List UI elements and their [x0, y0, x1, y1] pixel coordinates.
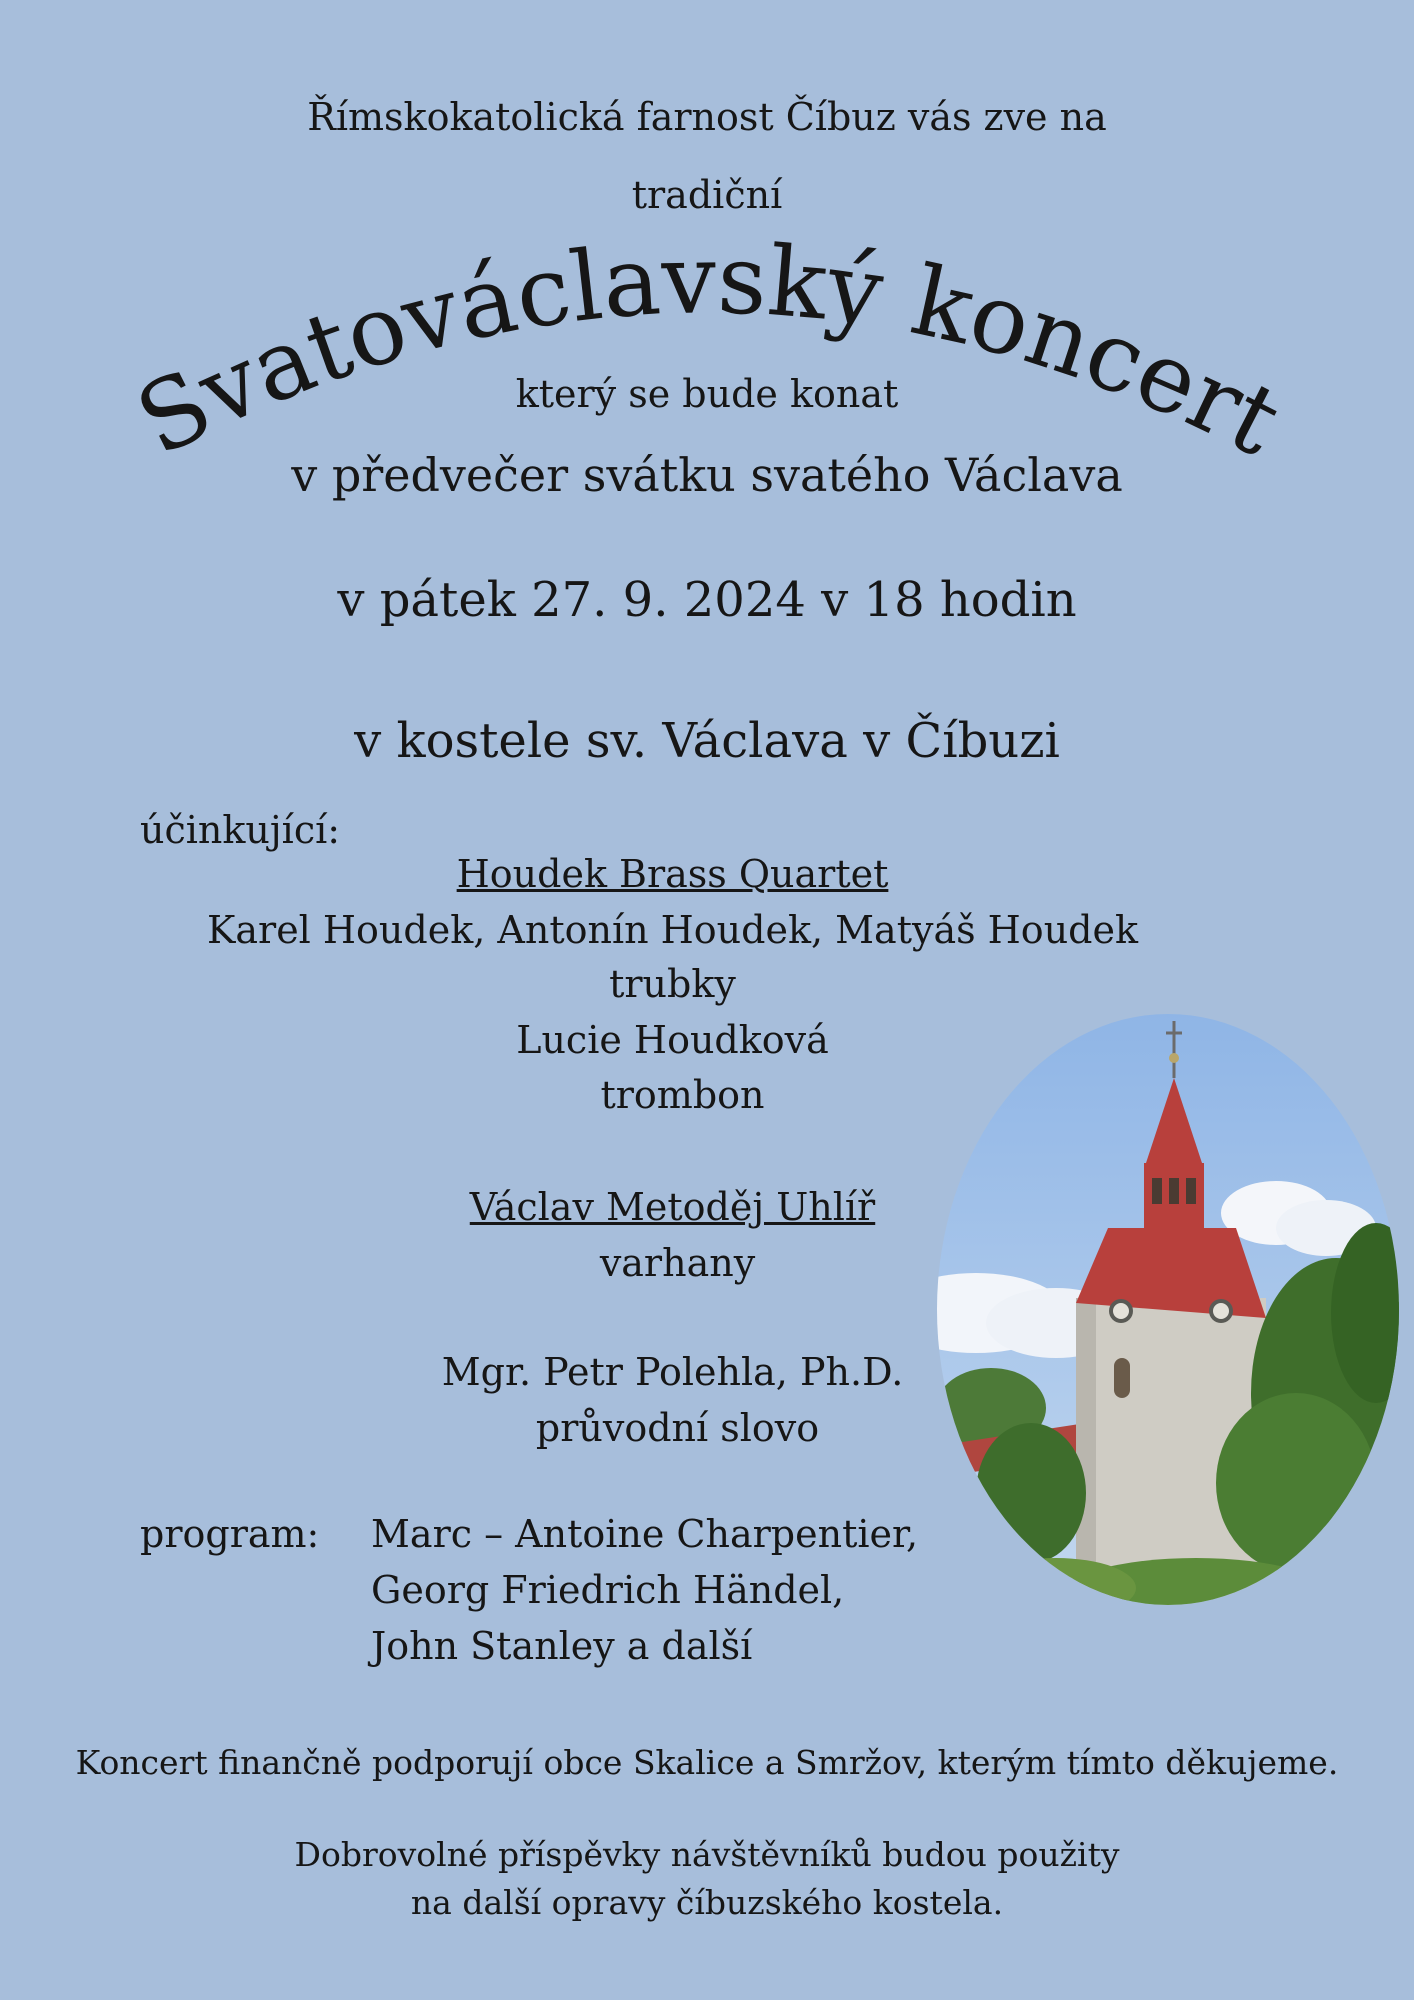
organist-instrument: varhany — [599, 1241, 756, 1285]
event-title-text: Svatováclavský koncert — [119, 223, 1298, 478]
event-datetime: v pátek 27. 9. 2024 v 18 hodin — [337, 572, 1077, 628]
sponsors-note: Koncert finančně podporují obce Skalice a Smržov, kterým tímto děkujeme. — [75, 1743, 1339, 1782]
subtitle-line-2: v předvečer svátku svatého Václava — [291, 448, 1123, 502]
event-title — [0, 220, 1414, 480]
intro-line-2: tradiční — [631, 173, 783, 217]
subtitle-line-1: který se bude konat — [515, 372, 899, 416]
trombonist-name: Lucie Houdková — [516, 1018, 829, 1062]
church-photo — [936, 1013, 1400, 1606]
performers-label: účinkující: — [140, 808, 341, 852]
intro-line-1: Římskokatolická farnost Číbuz vás zve na — [307, 95, 1107, 139]
organist-name-text: Václav Metoděj Uhlíř — [469, 1185, 876, 1229]
program-item: Georg Friedrich Händel, — [371, 1568, 845, 1612]
program-item: John Stanley a další — [371, 1624, 753, 1668]
donations-line-2: na další opravy číbuzského kostela. — [410, 1883, 1004, 1922]
trombonist-instrument: trombon — [600, 1073, 765, 1117]
ensemble-instrument: trubky — [609, 962, 736, 1006]
speaker-role: průvodní slovo — [535, 1406, 820, 1450]
event-venue: v kostele sv. Václava v Číbuzi — [354, 713, 1060, 769]
ensemble-members: Karel Houdek, Antonín Houdek, Matyáš Houdek — [206, 908, 1139, 952]
ensemble-name — [160, 852, 1185, 896]
svg-text:Svatováclavský koncert — [120, 223, 1298, 478]
program-item: Marc – Antoine Charpentier, — [371, 1512, 919, 1556]
ensemble-name-text: Houdek Brass Quartet — [456, 852, 889, 896]
program-label: program: — [140, 1512, 320, 1556]
program-list — [371, 1506, 918, 1674]
donations-line-1: Dobrovolné příspěvky návštěvníků budou použity — [294, 1835, 1120, 1874]
speaker-name: Mgr. Petr Polehla, Ph.D. — [441, 1350, 904, 1394]
